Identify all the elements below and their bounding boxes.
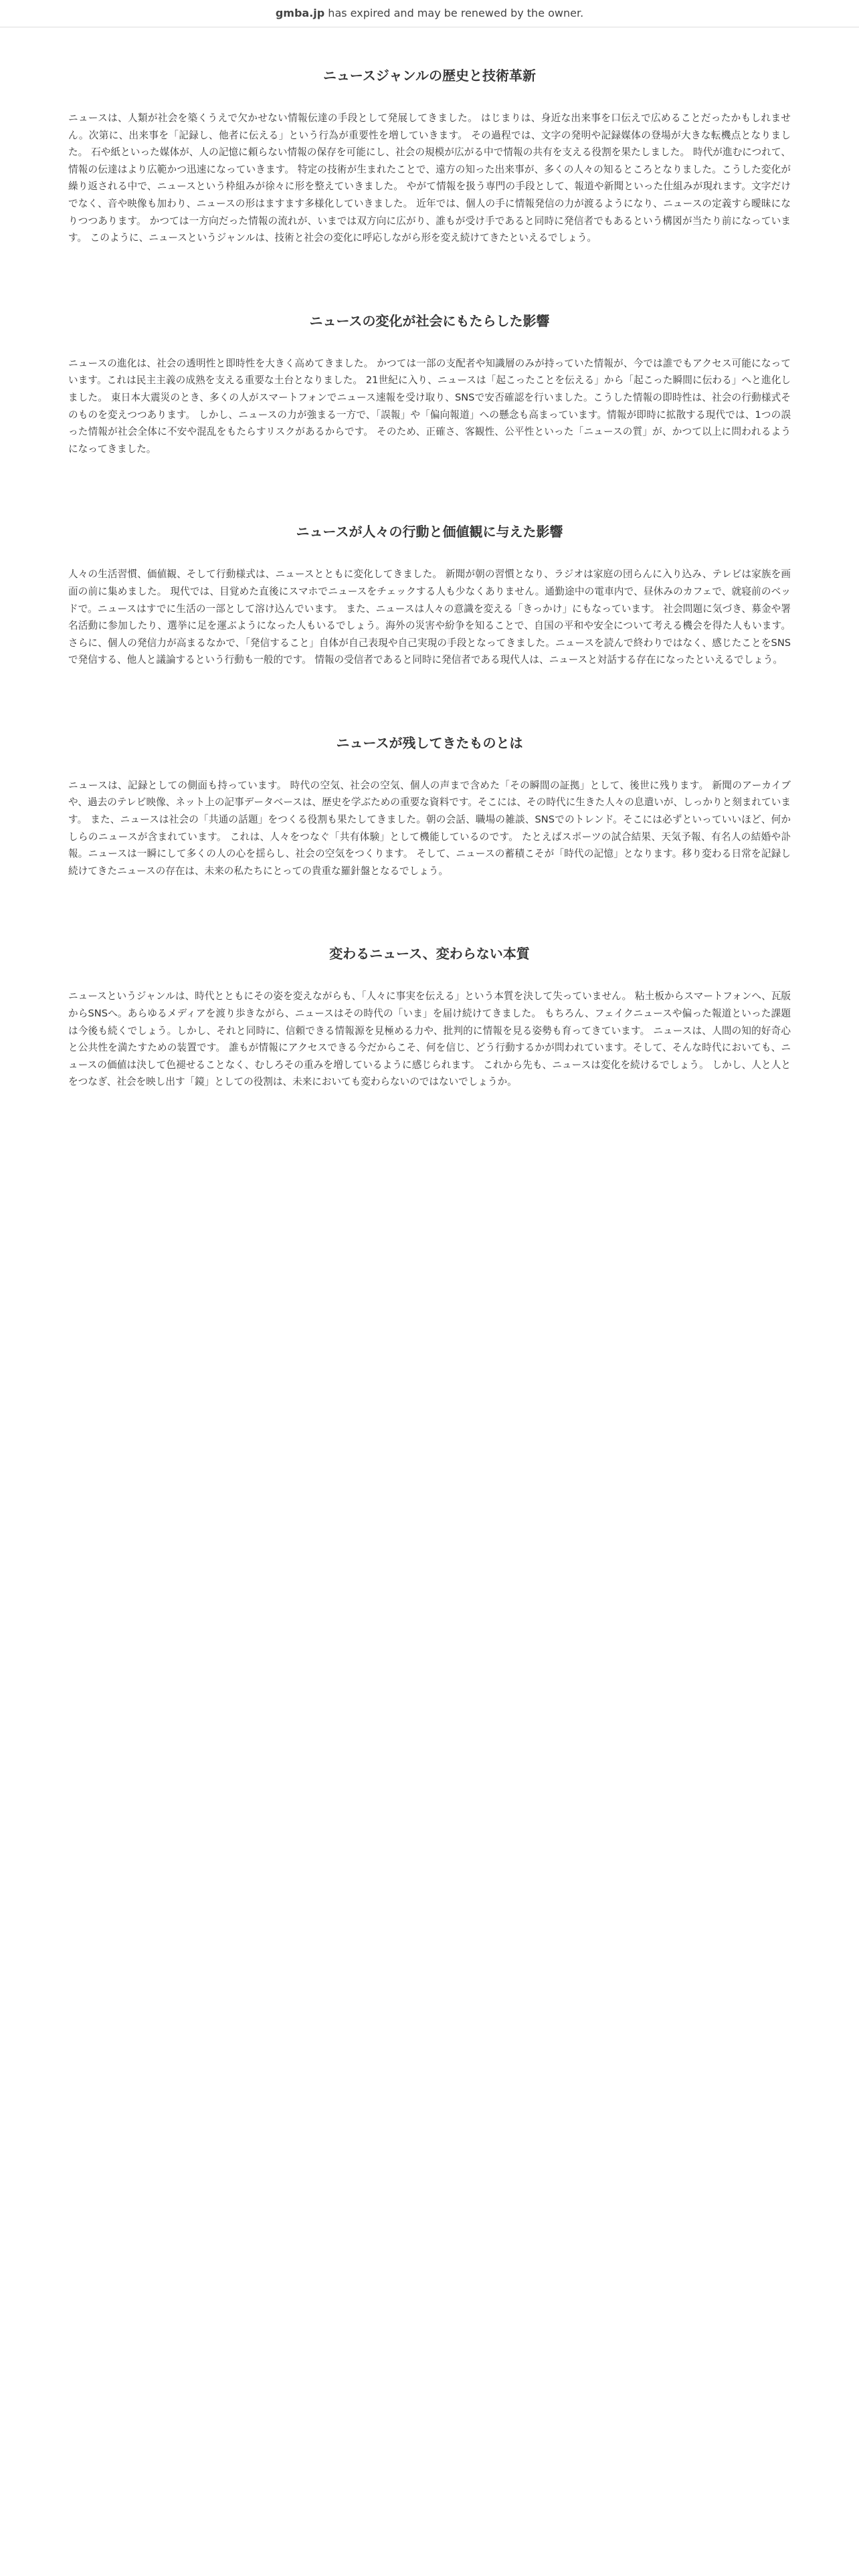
section-body: ニュースというジャンルは、時代とともにその姿を変えながらも、「人々に事実を伝える」という本質を決して失っていません。 粘土板からスマートフォンへ、瓦版からSNSへ。あらゆるメディアを渡り歩きながら、ニュースはその時代の「いま」を届け続けてきました。 もちろん、フェイクニュースや偏った報道といった課題は今後も続くでしょう。しかし、それと同時に、信頼できる情報源を見極める力や、批判的に情報を見る姿勢も育ってきています。 ニュースは、人間の知的好奇心と公共性を満たすための装置です。 誰もが情報にアクセスできる今だからこそ、何を信じ、どう行動するかが問われています。そして、そんな時代においても、ニュースの価値は決して色褪せることなく、むしろその重みを増しているように感じられます。 これから先も、ニュースは変化を続けるでしょう。 しかし、人と人とをつなぎ、社会を映し出す「鏡」としての役割は、未来においても変わらないのではないでしょうか。 [68,990,791,1088]
section-body: ニュースは、人類が社会を築くうえで欠かせない情報伝達の手段として発展してきました。 はじまりは、身近な出来事を口伝えで広めることだったかもしれません。次第に、出来事を「記録し、他者に伝える」という行為が重要性を増していきます。 その過程では、文字の発明や記録媒体の登場が大きな転機点となりました。 石や紙といった媒体が、人の記憶に頼らない情報の保存を可能にし、社会の規模が広がる中で情報の共有を支える役割を果たしました。 時代が進むにつれて、情報の伝達はより広範かつ迅速になっていきます。 特定の技術が生まれたことで、遠方の知った出来事が、多くの人々の知るところとなりました。こうした変化が繰り返される中で、ニュースという枠組みが徐々に形を整えていきました。 やがて情報を扱う専門の手段として、報道や新聞といった仕組みが現れます。文字だけでなく、音や映像も加わり、ニュースの形はますます多様化していきました。 近年では、個人の手に情報発信の力が渡るようになり、ニュースの定義すら曖昧になりつつあります。 かつては一方向だった情報の流れが、いまでは双方向に広がり、誰もが受け手であると同時に発信者でもあるという構図が当たり前になっています。 このように、ニュースというジャンルは、技術と社会の変化に呼応しながら形を変え続けてきたといえるでしょう。 [68,112,791,244]
section-body: ニュースの進化は、社会の透明性と即時性を大きく高めてきました。 かつては一部の支配者や知識層のみが持っていた情報が、今では誰でもアクセス可能になっています。これは民主主義の成熟を支える重要な土台となりました。 21世紀に入り、ニュースは「起こったことを伝える」から「起こった瞬間に伝わる」へと進化しました。 東日本大震災のとき、多くの人がスマートフォンでニュース速報を受け取り、SNSで安否確認を行いました。こうした情報の即時性は、社会の行動様式そのものを変えつつあります。 しかし、ニュースの力が強まる一方で、「誤報」や「偏向報道」への懸念も高まっています。情報が即時に拡散する現代では、1つの誤った情報が社会全体に不安や混乱をもたらすリスクがあるからです。 そのため、正確さ、客観性、公平性といった「ニュースの質」が、かつて以上に問われるようになってきました。 [68,357,791,455]
section-title: 変わるニュース、変わらない本質 [329,946,530,962]
section-legacy [68,669,791,880]
section-history [68,27,791,247]
section-behavior-values [68,457,791,669]
article-content [68,27,791,1091]
banner-message: has expired and may be renewed by the owner. [324,7,584,19]
section-social-impact [68,247,791,458]
section-title: ニュースが人々の行動と価値観に与えた影響 [296,524,563,540]
section-title: ニュースの変化が社会にもたらした影響 [309,312,550,329]
section-title: ニュースが残してきたものとは [336,734,523,751]
expired-domain-banner [0,0,859,27]
section-body: ニュースは、記録としての側面も持っています。 時代の空気、社会の空気、個人の声まで含めた「その瞬間の証拠」として、後世に残ります。 新聞のアーカイブや、過去のテレビ映像、ネット上の記事データベースは、歴史を学ぶための重要な資料です。そこには、その時代に生きた人々の息遣いが、しっかりと刻まれています。 また、ニュースは社会の「共通の話題」をつくる役割も果たしてきました。朝の会話、職場の雑談、SNSでのトレンド。そこには必ずといっていいほど、何かしらのニュースが含まれています。 これは、人々をつなぐ「共有体験」として機能しているのです。 たとえばスポーツの試合結果、天気予報、有名人の結婚や訃報。ニュースは一瞬にして多くの人の心を揺らし、社会の空気をつくります。 そして、ニュースの蓄積こそが「時代の記憶」となります。移り変わる日常を記録し続けてきたニュースの存在は、未来の私たちにとっての貴重な羅針盤となるでしょう。 [68,779,791,877]
banner-domain: gmba.jp [275,7,325,19]
section-body: 人々の生活習慣、価値観、そして行動様式は、ニュースとともに変化してきました。 新聞が朝の習慣となり、ラジオは家庭の団らんに入り込み、テレビは家族を画面の前に集めました。 現代では、目覚めた直後にスマホでニュースをチェックする人も少なくありません。通勤途中の電車内で、昼休みのカフェで、就寝前のベッドで。ニュースはすでに生活の一部として溶け込んでいます。 また、ニュースは人々の意識を変える「きっかけ」にもなっています。 社会問題に気づき、募金や署名活動に参加したり、選挙に足を運ぶようになった人もいるでしょう。海外の災害や紛争を知ることで、自国の平和や安全について考える機会を得た人もいます。 さらに、個人の発信力が高まるなかで、「発信すること」自体が自己表現や自己実現の手段となってきました。ニュースを読んで終わりではなく、感じたことをSNSで発信する、他人と議論するという行動も一般的です。 情報の受信者であると同時に発信者である現代人は、ニュースと対話する存在になったといえるでしょう。 [68,568,791,666]
section-essence [68,879,791,1091]
section-title: ニュースジャンルの歴史と技術革新 [322,68,537,84]
